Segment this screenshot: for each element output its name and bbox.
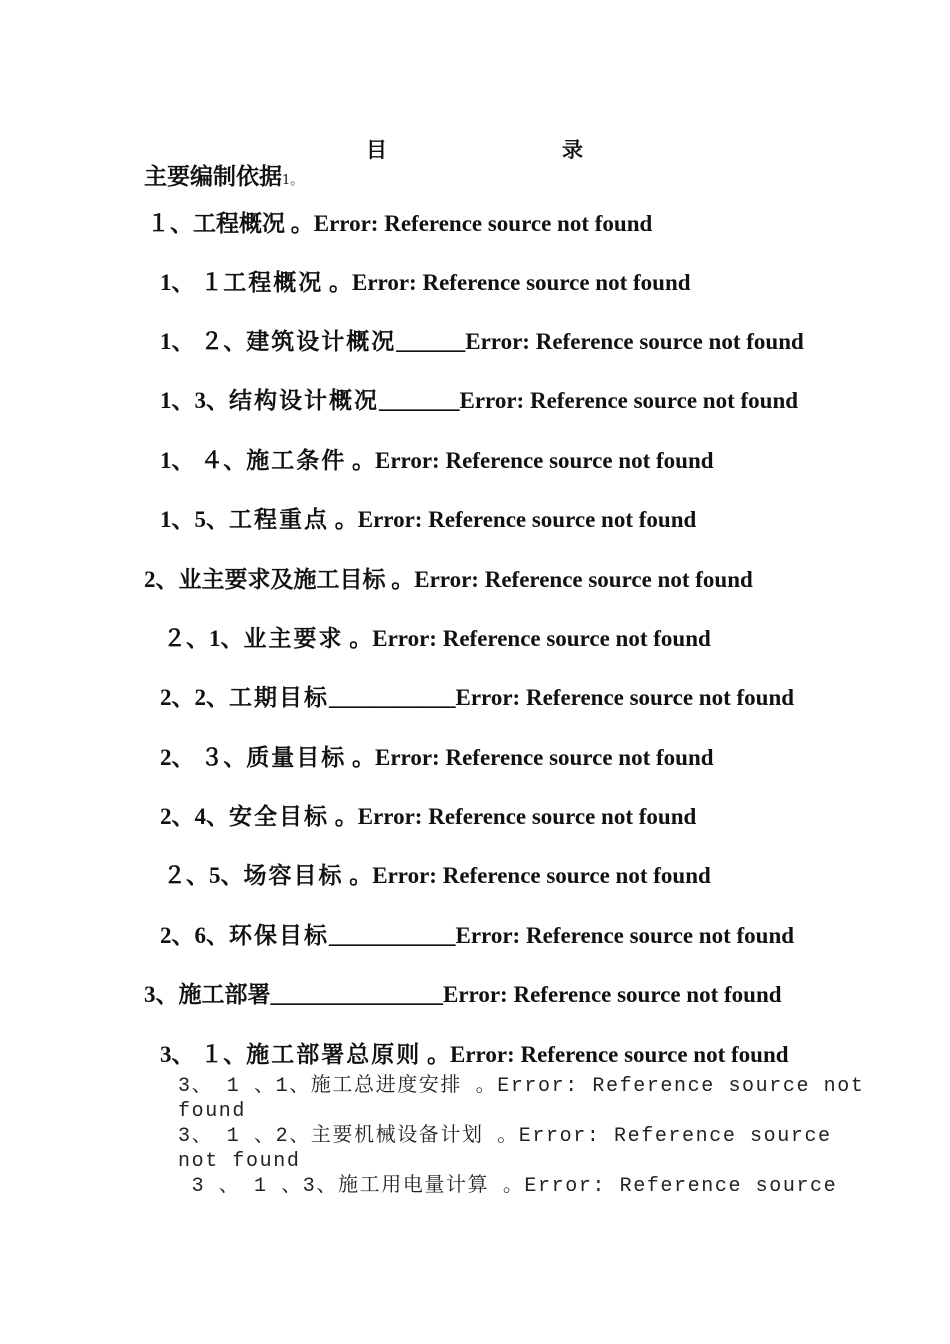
toc-entry-page: 1。 bbox=[282, 173, 304, 188]
toc-subentry-line[interactable]: 3、 1 、1、施工总进度安排 。Error: Reference source not bbox=[178, 1075, 865, 1098]
toc-entry-ref: Error: Reference source not found bbox=[372, 863, 711, 888]
toc-entry[interactable] bbox=[160, 739, 714, 772]
toc-entry-leader: 。 bbox=[343, 626, 373, 651]
toc-entry-label: 安全目标 bbox=[229, 804, 329, 830]
toc-entry-label: 业主要求及施工目标 bbox=[178, 567, 386, 593]
toc-entry-leader: ___________ bbox=[329, 923, 456, 948]
toc-entry-ref: Error: Reference source not found bbox=[455, 685, 795, 710]
toc-entry[interactable] bbox=[163, 620, 711, 653]
toc-entry-ref: Error: Reference source not found bbox=[372, 626, 711, 651]
toc-entry-leader: _______ bbox=[379, 388, 460, 413]
toc-entry-number: 1、3、 bbox=[160, 388, 229, 413]
toc-entry-number: 2、6、 bbox=[160, 923, 229, 948]
toc-entry-number: 3、 bbox=[144, 982, 179, 1007]
toc-entry-ref: Error: Reference source not found bbox=[465, 329, 804, 354]
toc-entry-ref: Error: Reference source not found bbox=[443, 982, 782, 1007]
toc-entry-ref: Error: Reference source not found bbox=[357, 507, 697, 532]
toc-entry-ref: Error: Reference source not found bbox=[450, 1042, 789, 1067]
toc-entry-ref: Error: Reference source not found bbox=[352, 270, 691, 295]
toc-entry-label: 环保目标 bbox=[229, 923, 329, 949]
toc-entry-leader: 。 bbox=[285, 211, 314, 236]
toc-title-left: 目 bbox=[366, 138, 387, 162]
toc-entry-label: 施工条件 bbox=[246, 448, 347, 474]
toc-entry-leader: 。 bbox=[385, 567, 415, 592]
toc-entry-label: 工期目标 bbox=[229, 685, 329, 711]
toc-entry[interactable] bbox=[160, 501, 696, 534]
toc-entry-ref: Error: Reference source not found bbox=[313, 211, 653, 236]
toc-subentry-line[interactable]: 3 、 1 、3、施工用电量计算 。Error: Reference source bbox=[178, 1175, 838, 1198]
toc-entry-leader: 。 bbox=[421, 1042, 450, 1067]
toc-entry-label: 主要编制依据 bbox=[144, 164, 282, 190]
toc-entry-label: 质量目标 bbox=[246, 745, 347, 771]
toc-entry-leader: _______________ bbox=[270, 982, 443, 1007]
toc-entry[interactable] bbox=[160, 382, 798, 415]
toc-subentry-line: not found bbox=[178, 1150, 301, 1173]
toc-entry-leader: 。 bbox=[329, 507, 358, 532]
toc-entry-leader: 。 bbox=[346, 448, 375, 473]
toc-entry-leader: ______ bbox=[396, 329, 466, 354]
toc-entry-label: 施工部署总原则 bbox=[246, 1042, 422, 1068]
toc-entry[interactable] bbox=[160, 798, 696, 831]
toc-entry-leader: 。 bbox=[346, 745, 375, 770]
toc-entry[interactable] bbox=[144, 561, 753, 594]
toc-entry-label: 工程概况 bbox=[193, 211, 285, 237]
toc-entry[interactable] bbox=[147, 205, 652, 238]
toc-entry[interactable] bbox=[160, 264, 691, 297]
toc-entry[interactable] bbox=[160, 1036, 789, 1069]
toc-entry-number: 2、4、 bbox=[160, 804, 229, 829]
toc-subentry-line[interactable]: 3、 1 、2、主要机械设备计划 。Error: Reference source bbox=[178, 1125, 832, 1148]
toc-entry-number: ２、5、 bbox=[163, 863, 244, 888]
toc-entry[interactable] bbox=[160, 917, 794, 950]
toc-title-right: 录 bbox=[562, 138, 583, 162]
toc-entry[interactable] bbox=[160, 679, 794, 712]
toc-entry-ref: Error: Reference source not found bbox=[357, 804, 697, 829]
toc-entry-label: 工程重点 bbox=[229, 507, 329, 533]
toc-entry-label: 业主要求 bbox=[243, 626, 344, 652]
toc-entry-label: 工程概况 bbox=[223, 270, 324, 296]
toc-entry[interactable] bbox=[144, 976, 782, 1009]
toc-entry-ref: Error: Reference source not found bbox=[414, 567, 753, 592]
toc-entry-leader: ___________ bbox=[329, 685, 456, 710]
toc-entry[interactable] bbox=[160, 323, 804, 356]
toc-entry-number: 1、5、 bbox=[160, 507, 229, 532]
toc-entry-number: 1、 ４、 bbox=[160, 448, 247, 473]
toc-entry[interactable] bbox=[160, 442, 714, 475]
toc-entry-ref: Error: Reference source not found bbox=[375, 448, 714, 473]
toc-entry-number: 2、2、 bbox=[160, 685, 229, 710]
toc-entry-label: 施工部署 bbox=[178, 982, 271, 1008]
toc-entry-number: ２、1、 bbox=[163, 626, 244, 651]
toc-entry-label: 结构设计概况 bbox=[229, 388, 379, 414]
toc-entry-main-basis[interactable] bbox=[144, 158, 303, 191]
toc-entry-number: 1、 ２、 bbox=[160, 329, 247, 354]
toc-subentry-line: found bbox=[178, 1100, 247, 1123]
toc-entry-label: 建筑设计概况 bbox=[246, 329, 397, 355]
toc-entry-number: 2、 ３、 bbox=[160, 745, 247, 770]
toc-entry-leader: 。 bbox=[343, 863, 373, 888]
toc-entry[interactable] bbox=[163, 857, 711, 890]
toc-entry-ref: Error: Reference source not found bbox=[375, 745, 714, 770]
toc-entry-label: 场容目标 bbox=[243, 863, 344, 889]
toc-entry-number: 1、 １ bbox=[160, 270, 224, 295]
toc-entry-leader: 。 bbox=[323, 270, 352, 295]
toc-entry-number: 3、 １、 bbox=[160, 1042, 247, 1067]
toc-entry-ref: Error: Reference source not found bbox=[455, 923, 795, 948]
toc-entry-number: １、 bbox=[147, 211, 193, 236]
toc-entry-number: 2、 bbox=[144, 567, 179, 592]
toc-entry-ref: Error: Reference source not found bbox=[459, 388, 799, 413]
toc-entry-leader: 。 bbox=[329, 804, 358, 829]
